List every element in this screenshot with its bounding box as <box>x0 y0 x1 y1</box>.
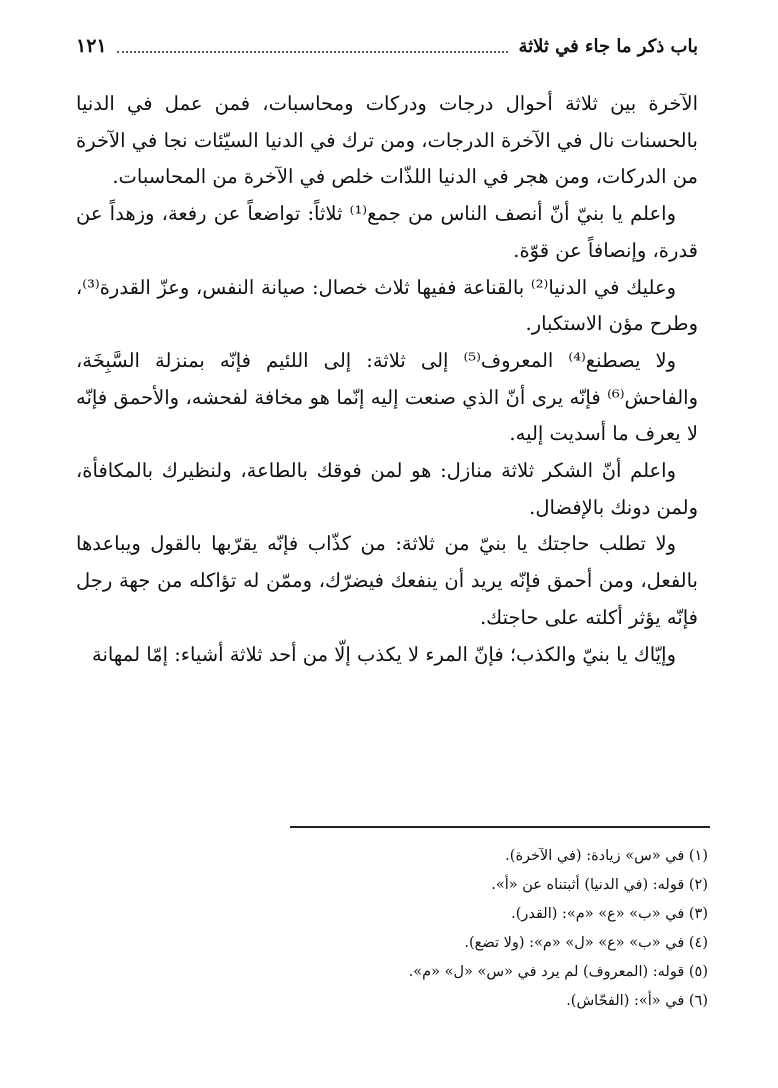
main-text <box>76 86 698 673</box>
paragraph: الآخرة بين ثلاثة أحوال درجات ودركات ومحاسبات، فمن عمل في الدنيا بالحسنات نال في الآخرة الدرجات، ومن ترك في الدنيا السيّئات نجا في الآخرة من الدركات، ومن هجر في الدنيا اللذّات خلص في الآخرة من المحاسبات. <box>76 92 698 189</box>
footnote: (٤) في «ب» «ع» «ل» «م»: (ولا تضع). <box>464 935 708 951</box>
footnote: (٢) قوله: (في الدنيا) أثبتناه عن «أ». <box>491 877 708 893</box>
footnote: (٣) في «ب» «ع» «م»: (القدر). <box>511 906 708 922</box>
footnotes <box>100 842 708 1016</box>
paragraph: واعلم يا بنيّ أنّ أنصف الناس من جمع⁽¹⁾ ثلاثاً: تواضعاً عن رفعة، وزهداً عن قدرة، وإنصافاً عن قوّة. <box>76 202 698 262</box>
leader-dots <box>117 51 509 53</box>
paragraph: واعلم أنّ الشكر ثلاثة منازل: هو لمن فوقك بالطاعة، ولنظيرك بالمكافأة، ولمن دونك بالإفضال. <box>76 459 698 519</box>
footnote-separator <box>290 826 710 828</box>
running-header <box>76 28 698 64</box>
paragraph: ولا تطلب حاجتك يا بنيّ من ثلاثة: من كذّاب فإنّه يقرّبها بالقول ويباعدها بالفعل، ومن أحمق فإنّه يريد أن ينفعك فيضرّك، وممّن له تؤاكله من جهة رجل فإنّه يؤثر أكلته على حاجتك. <box>76 532 698 629</box>
footnote: (٥) قوله: (المعروف) لم يرد في «س» «ل» «م». <box>408 964 708 980</box>
paragraph: ولا يصطنع⁽⁴⁾ المعروف⁽⁵⁾ إلى ثلاثة: إلى اللئيم فإنّه بمنزلة السَّبِخَة، والفاحش⁽⁶⁾ فإنّه يرى أنّ الذي صنعت إليه إنّما هو مخافة لفحشه، والأحمق فإنّه لا يعرف ما أسديت إليه. <box>76 348 698 446</box>
footnote: (٦) في «أ»: (الفحّاش). <box>566 993 708 1009</box>
paragraph: وإيّاك يا بنيّ والكذب؛ فإنّ المرء لا يكذب إلّا من أحد ثلاثة أشياء: إمّا لمهانة <box>91 642 676 666</box>
paragraph: وعليك في الدنيا⁽²⁾ بالقناعة ففيها ثلاث خصال: صيانة النفس، وعزّ القدرة⁽³⁾، وطرح مؤن الاستكبار. <box>76 275 698 336</box>
footnote: (١) في «س» زيادة: (في الآخرة). <box>505 848 708 864</box>
page-number: ١٢١ <box>76 35 107 57</box>
chapter-title: باب ذكر ما جاء في ثلاثة <box>518 35 698 57</box>
